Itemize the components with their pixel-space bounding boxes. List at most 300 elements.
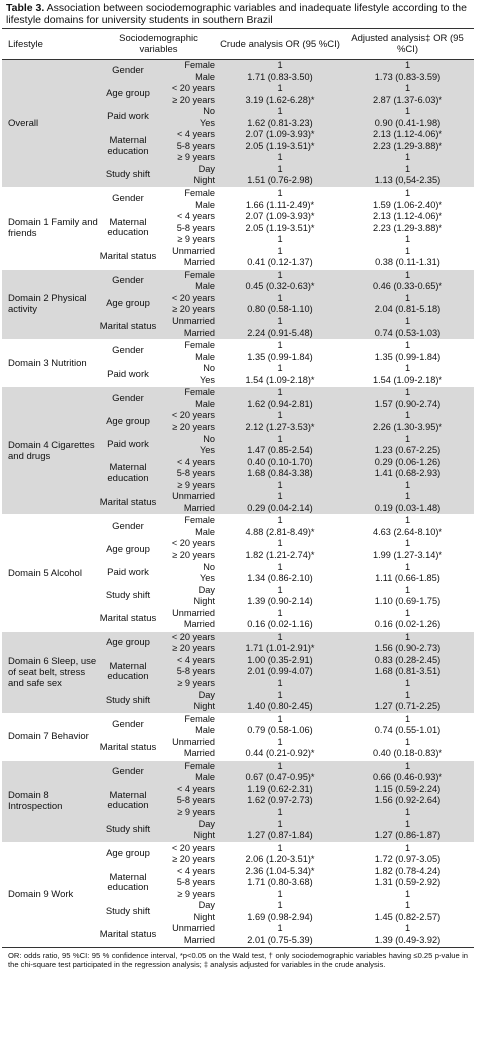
- category-cell: Unmarried: [172, 245, 215, 256]
- category-cell: Married: [158, 503, 219, 515]
- variable-label: Age group: [98, 293, 158, 316]
- adjusted-or-cell: 2.13 (1.12-4.06)*: [373, 211, 442, 222]
- category-cell: ≥ 9 years: [158, 678, 219, 690]
- variable-label: Marital status: [99, 251, 157, 263]
- crude-or-cell: 1: [219, 819, 341, 831]
- category-cell: ≥ 20 years: [158, 422, 219, 434]
- category-cell: Male: [158, 72, 219, 84]
- table-header: [2, 29, 474, 60]
- crude-or-cell: 1.54 (1.09-2.18)*: [245, 374, 315, 385]
- adjusted-or-cell: 1.35 (0.99-1.84): [374, 351, 441, 362]
- crude-or-cell: 1: [219, 807, 341, 819]
- variable-label: Gender: [98, 515, 158, 539]
- adjusted-or-cell: 1.82 (0.78-4.24): [374, 865, 441, 876]
- crude-or-cell: 1: [219, 164, 341, 176]
- adjusted-or-cell: 1: [404, 245, 411, 256]
- adjusted-or-cell: 0.90 (0.41-1.98): [341, 118, 474, 130]
- variable-label: Maternal education: [98, 457, 158, 492]
- crude-or-cell: 4.88 (2.81-8.49)*: [245, 526, 315, 537]
- adjusted-or-cell: 1: [341, 515, 474, 527]
- caption-text: Association between sociodemographic variables and inadequate lifestyle according to the lifestyle domains for university students in southern Brazil: [6, 2, 467, 26]
- crude-or-cell: 2.07 (1.09-3.93)*: [245, 211, 315, 222]
- category-cell: 5-8 years: [158, 666, 219, 678]
- crude-or-cell: 1.19 (0.62-2.31): [219, 784, 341, 796]
- crude-or-cell: 2.01 (0.99-4.07): [219, 666, 341, 678]
- adjusted-or-cell: 1: [404, 234, 411, 245]
- adjusted-or-cell: 1: [341, 819, 474, 831]
- crude-or-cell: 1: [219, 842, 341, 854]
- crude-or-cell: 0.29 (0.04-2.14): [219, 503, 341, 515]
- adjusted-or-cell: 1: [341, 106, 474, 118]
- crude-or-cell: 1.27 (0.87-1.84): [219, 830, 341, 842]
- crude-or-cell: 1: [219, 60, 341, 72]
- variable-label: Paid work: [107, 368, 149, 380]
- adjusted-or-cell: 0.74 (0.53-1.03): [341, 328, 474, 340]
- domain-label: Domain 5 Alcohol: [2, 515, 98, 631]
- table-row: [2, 760, 474, 772]
- category-cell: Male: [195, 199, 215, 210]
- variable-label: Age group: [98, 631, 158, 655]
- adjusted-or-cell: 1: [404, 888, 411, 899]
- crude-or-cell: 1.34 (0.86-2.10): [247, 573, 313, 584]
- caption-label: Table 3.: [6, 2, 45, 14]
- crude-or-cell: 1.62 (0.97-2.73): [219, 795, 341, 807]
- variable-label: Study shift: [105, 589, 151, 601]
- category-cell: < 20 years: [158, 842, 219, 854]
- adjusted-or-cell: 2.23 (1.29-3.88)*: [341, 141, 474, 153]
- variable-label: Maternal education: [98, 784, 158, 819]
- variable-label: Study shift: [98, 819, 158, 843]
- variable-label: Maternal education: [98, 655, 158, 690]
- category-cell: < 4 years: [158, 457, 219, 469]
- crude-or-cell: 2.24 (0.91-5.48): [219, 328, 341, 340]
- adjusted-or-cell: 1.57 (0.90-2.74): [341, 399, 474, 411]
- adjusted-or-cell: 1: [404, 538, 411, 549]
- category-cell: Yes: [200, 573, 215, 584]
- variable-label: Marital status: [99, 613, 157, 624]
- crude-or-cell: 1: [277, 245, 283, 256]
- variable-label: Marital status: [99, 742, 157, 754]
- crude-or-cell: 1: [219, 387, 341, 399]
- crude-or-cell: 1: [219, 293, 341, 305]
- adjusted-or-cell: 1.72 (0.97-3.05): [374, 854, 441, 865]
- adjusted-or-cell: 1: [404, 900, 411, 911]
- category-cell: Married: [183, 257, 215, 268]
- variable-label: Marital status: [98, 491, 158, 515]
- variable-label: Marital status: [99, 928, 157, 940]
- crude-or-cell: 1: [277, 234, 283, 245]
- adjusted-or-cell: 1: [341, 678, 474, 690]
- adjusted-or-cell: 1.15 (0.59-2.24): [341, 784, 474, 796]
- crude-or-cell: 1: [219, 515, 341, 527]
- category-cell: < 20 years: [171, 538, 215, 549]
- adjusted-or-cell: 1: [404, 607, 411, 618]
- adjusted-or-cell: 1.41 (0.68-2.93): [341, 468, 474, 480]
- variable-label: Age group: [98, 842, 158, 866]
- category-cell: < 4 years: [176, 211, 215, 222]
- variable-label: Paid work: [98, 434, 158, 457]
- adjusted-or-cell: 0.29 (0.06-1.26): [341, 457, 474, 469]
- adjusted-or-cell: 0.40 (0.18-0.83)*: [373, 748, 442, 759]
- variable-label: Gender: [98, 188, 158, 212]
- adjusted-or-cell: 1: [341, 152, 474, 164]
- header-crude: Crude analysis OR (95 %CI): [219, 29, 341, 60]
- adjusted-or-cell: 2.13 (1.12-4.06)*: [341, 129, 474, 141]
- category-cell: Night: [158, 701, 219, 713]
- variable-label: Study shift: [98, 690, 158, 714]
- table-row: [2, 188, 474, 200]
- crude-or-cell: 1.66 (1.11-2.49)*: [245, 199, 315, 210]
- crude-or-cell: 1.39 (0.90-2.14): [247, 596, 313, 607]
- crude-or-cell: 0.45 (0.32-0.63)*: [219, 281, 341, 293]
- adjusted-or-cell: 1.10 (0.69-1.75): [374, 596, 441, 607]
- adjusted-or-cell: 1: [341, 340, 474, 352]
- domain-block: [2, 842, 474, 946]
- adjusted-or-cell: 1.56 (0.90-2.73): [341, 643, 474, 655]
- crude-or-cell: 1: [219, 316, 341, 328]
- category-cell: < 20 years: [158, 83, 219, 95]
- table-row: [2, 515, 474, 527]
- crude-or-cell: 1.51 (0.76-2.98): [219, 175, 341, 187]
- crude-or-cell: 0.40 (0.10-1.70): [219, 457, 341, 469]
- table-row: [2, 842, 474, 854]
- domain-block: [2, 713, 474, 760]
- crude-or-cell: 1.69 (0.98-2.94): [247, 911, 313, 922]
- category-cell: No: [203, 561, 215, 572]
- variable-label: Gender: [98, 60, 158, 84]
- adjusted-or-cell: 1: [341, 690, 474, 702]
- table-row: [2, 387, 474, 399]
- category-cell: Female: [158, 387, 219, 399]
- adjusted-or-cell: 2.26 (1.30-3.95)*: [341, 422, 474, 434]
- crude-or-cell: 1.62 (0.94-2.81): [219, 399, 341, 411]
- crude-or-cell: 2.07 (1.09-3.93)*: [219, 129, 341, 141]
- variable-label: Gender: [98, 269, 158, 293]
- category-cell: Night: [193, 596, 215, 607]
- crude-or-cell: 1: [219, 152, 341, 164]
- header-lifestyle: Lifestyle: [2, 29, 98, 60]
- crude-or-cell: 1: [219, 760, 341, 772]
- variable-label: Age group: [106, 543, 150, 555]
- variable-label: Age group: [98, 410, 158, 433]
- results-table: [2, 28, 474, 947]
- adjusted-or-cell: 1.45 (0.82-2.57): [374, 911, 441, 922]
- variable-label: Marital status: [98, 316, 158, 340]
- category-cell: < 20 years: [158, 410, 219, 422]
- category-cell: < 4 years: [158, 655, 219, 667]
- adjusted-or-cell: 0.19 (0.03-1.48): [341, 503, 474, 515]
- crude-or-cell: 2.01 (0.75-5.39): [247, 935, 313, 946]
- variable-label: Age group: [98, 83, 158, 106]
- header-adjusted: Adjusted analysis‡ OR (95 %CI): [341, 29, 474, 60]
- table-footnote: OR: odds ratio, 95 %CI: 95 % confidence interval, *p<0.05 on the Wald test, † only sociodemographic variables having ≤0.25 p-value in the chi-square test participated in the regression analysis; ‡ analysis adjusted for variables in the crude analysis.: [2, 947, 474, 970]
- crude-or-cell: 1: [277, 900, 283, 911]
- domain-block: [2, 515, 474, 631]
- crude-or-cell: 1.82 (1.21-2.74)*: [245, 549, 315, 560]
- category-cell: ≥ 20 years: [172, 549, 215, 560]
- adjusted-or-cell: 1: [341, 491, 474, 503]
- category-cell: ≥ 20 years: [158, 643, 219, 655]
- crude-or-cell: 2.05 (1.19-3.51)*: [245, 222, 315, 233]
- category-cell: Male: [195, 351, 215, 362]
- adjusted-or-cell: 1.59 (1.06-2.40)*: [373, 199, 442, 210]
- table-row: [2, 269, 474, 281]
- adjusted-or-cell: 1: [341, 807, 474, 819]
- category-cell: Male: [195, 725, 215, 736]
- adjusted-or-cell: 1: [404, 584, 411, 595]
- crude-or-cell: 2.12 (1.27-3.53)*: [219, 422, 341, 434]
- adjusted-or-cell: 1: [341, 316, 474, 328]
- category-cell: ≥ 9 years: [158, 807, 219, 819]
- adjusted-or-cell: 1.39 (0.49-3.92): [374, 935, 441, 946]
- crude-or-cell: 1: [219, 631, 341, 643]
- table-row: [2, 713, 474, 725]
- domain-label: Domain 2 Physical activity: [2, 269, 98, 339]
- adjusted-or-cell: 1: [341, 387, 474, 399]
- adjusted-or-cell: 1: [341, 713, 474, 725]
- category-cell: Yes: [200, 374, 215, 385]
- crude-or-cell: 2.06 (1.20-3.51)*: [245, 854, 315, 865]
- crude-or-cell: 1: [219, 340, 341, 352]
- category-cell: Day: [198, 584, 215, 595]
- crude-or-cell: 0.79 (0.58-1.06): [247, 725, 313, 736]
- adjusted-or-cell: 1: [404, 923, 411, 934]
- category-cell: Night: [158, 175, 219, 187]
- crude-or-cell: 2.36 (1.04-5.34)*: [245, 865, 315, 876]
- crude-or-cell: 0.80 (0.58-1.10): [219, 304, 341, 316]
- domain-label: Overall: [2, 60, 98, 188]
- category-cell: < 4 years: [158, 129, 219, 141]
- variable-label: Maternal education: [98, 129, 158, 164]
- variable-label: Gender: [98, 340, 158, 364]
- adjusted-or-cell: 1: [341, 188, 474, 200]
- category-cell: ≥ 20 years: [158, 304, 219, 316]
- crude-or-cell: 1: [219, 83, 341, 95]
- domain-label: Domain 1 Family and friends: [2, 188, 98, 270]
- variable-label: Gender: [98, 387, 158, 411]
- crude-or-cell: 1: [219, 410, 341, 422]
- variable-label: Maternal education: [107, 871, 149, 894]
- header-sociodemographic: Sociodemographic variables: [98, 29, 219, 60]
- crude-or-cell: 1.68 (0.84-3.38): [219, 468, 341, 480]
- category-cell: < 4 years: [158, 784, 219, 796]
- crude-or-cell: 1.71 (1.01-2.91)*: [219, 643, 341, 655]
- category-cell: No: [158, 434, 219, 446]
- category-cell: < 20 years: [158, 293, 219, 305]
- variable-label: Maternal education: [107, 216, 149, 239]
- category-cell: Night: [158, 830, 219, 842]
- crude-or-cell: 1: [277, 363, 283, 374]
- crude-or-cell: 1: [277, 923, 283, 934]
- crude-or-cell: 0.16 (0.02-1.16): [247, 619, 313, 630]
- variable-label: Gender: [98, 713, 158, 737]
- adjusted-or-cell: 1.31 (0.59-2.92): [374, 877, 441, 888]
- domain-block: [2, 760, 474, 842]
- category-cell: < 4 years: [176, 865, 215, 876]
- adjusted-or-cell: 2.87 (1.37-6.03)*: [341, 95, 474, 107]
- crude-or-cell: 1: [219, 106, 341, 118]
- category-cell: < 20 years: [158, 631, 219, 643]
- category-cell: Unmarried: [172, 607, 215, 618]
- crude-or-cell: 1.62 (0.81-3.23): [219, 118, 341, 130]
- category-cell: Male: [158, 399, 219, 411]
- category-cell: Day: [158, 819, 219, 831]
- adjusted-or-cell: 1: [404, 363, 411, 374]
- adjusted-or-cell: 1: [341, 164, 474, 176]
- crude-or-cell: 2.05 (1.19-3.51)*: [219, 141, 341, 153]
- category-cell: Day: [158, 690, 219, 702]
- adjusted-or-cell: 1: [341, 434, 474, 446]
- adjusted-or-cell: 0.66 (0.46-0.93)*: [341, 772, 474, 784]
- domain-label: Domain 4 Cigarettes and drugs: [2, 387, 98, 515]
- crude-or-cell: 1: [277, 736, 283, 747]
- adjusted-or-cell: 0.83 (0.28-2.45): [341, 655, 474, 667]
- category-cell: 5-8 years: [158, 468, 219, 480]
- category-cell: Female: [158, 515, 219, 527]
- category-cell: Yes: [158, 118, 219, 130]
- adjusted-or-cell: 0.46 (0.33-0.65)*: [341, 281, 474, 293]
- category-cell: ≥ 9 years: [177, 888, 215, 899]
- crude-or-cell: 1: [277, 584, 283, 595]
- crude-or-cell: 1.71 (0.80-3.68): [247, 877, 313, 888]
- category-cell: ≥ 9 years: [158, 152, 219, 164]
- category-cell: ≥ 20 years: [172, 854, 215, 865]
- category-cell: Female: [158, 340, 219, 352]
- crude-or-cell: 1: [219, 690, 341, 702]
- category-cell: Male: [158, 772, 219, 784]
- adjusted-or-cell: 1.27 (0.71-2.25): [341, 701, 474, 713]
- category-cell: Female: [158, 60, 219, 72]
- category-cell: Female: [158, 269, 219, 281]
- adjusted-or-cell: 0.16 (0.02-1.26): [374, 619, 441, 630]
- category-cell: ≥ 9 years: [177, 234, 215, 245]
- category-cell: ≥ 20 years: [158, 95, 219, 107]
- adjusted-or-cell: 1.13 (0,54-2.35): [341, 175, 474, 187]
- domain-block: [2, 188, 474, 270]
- table-row: [2, 60, 474, 72]
- category-cell: Yes: [158, 445, 219, 457]
- adjusted-or-cell: 1: [404, 561, 411, 572]
- category-cell: 5-8 years: [158, 141, 219, 153]
- adjusted-or-cell: 2.04 (0.81-5.18): [341, 304, 474, 316]
- category-cell: 5-8 years: [176, 877, 215, 888]
- variable-label: Study shift: [105, 905, 151, 917]
- crude-or-cell: 3.19 (1.62-6.28)*: [219, 95, 341, 107]
- domain-block: [2, 387, 474, 515]
- adjusted-or-cell: 1: [341, 760, 474, 772]
- category-cell: Female: [158, 713, 219, 725]
- crude-or-cell: 0.41 (0.12-1.37): [247, 257, 313, 268]
- adjusted-or-cell: 1.23 (0.67-2.25): [341, 445, 474, 457]
- variable-label: Study shift: [98, 164, 158, 188]
- domain-block: [2, 631, 474, 713]
- domain-label: Domain 8 Introspection: [2, 760, 98, 842]
- adjusted-or-cell: 1: [341, 269, 474, 281]
- category-cell: Unmarried: [172, 736, 215, 747]
- crude-or-cell: 1: [219, 678, 341, 690]
- adjusted-or-cell: 1.11 (0.66-1.85): [375, 573, 440, 584]
- variable-label: Paid work: [107, 566, 149, 578]
- crude-or-cell: 1: [219, 480, 341, 492]
- crude-or-cell: 1: [219, 713, 341, 725]
- domain-label: Domain 3 Nutrition: [2, 340, 98, 387]
- table-row: [2, 631, 474, 643]
- category-cell: Day: [198, 900, 215, 911]
- crude-or-cell: 1: [219, 434, 341, 446]
- category-cell: ≥ 9 years: [158, 480, 219, 492]
- category-cell: Married: [183, 748, 215, 759]
- adjusted-or-cell: 1: [341, 410, 474, 422]
- adjusted-or-cell: 1: [341, 83, 474, 95]
- category-cell: Day: [158, 164, 219, 176]
- domain-label: Domain 6 Sleep, use of seat belt, stress and safe sex: [2, 631, 98, 713]
- variable-label: Gender: [98, 760, 158, 784]
- crude-or-cell: 1: [219, 269, 341, 281]
- category-cell: Female: [158, 188, 219, 200]
- adjusted-or-cell: 1.54 (1.09-2.18)*: [373, 374, 442, 385]
- category-cell: 5-8 years: [176, 222, 215, 233]
- category-cell: Married: [183, 935, 215, 946]
- category-cell: Unmarried: [158, 316, 219, 328]
- adjusted-or-cell: 1.73 (0.83-3.59): [341, 72, 474, 84]
- category-cell: Unmarried: [158, 491, 219, 503]
- adjusted-or-cell: 0.38 (0.11-1.31): [375, 257, 440, 268]
- category-cell: No: [203, 363, 215, 374]
- adjusted-or-cell: 1.68 (0.81-3.51): [341, 666, 474, 678]
- domain-block: [2, 60, 474, 188]
- crude-or-cell: 1.00 (0.35-2.91): [219, 655, 341, 667]
- category-cell: Female: [158, 760, 219, 772]
- crude-or-cell: 1: [219, 491, 341, 503]
- crude-or-cell: 1.35 (0.99-1.84): [247, 351, 313, 362]
- adjusted-or-cell: 1: [341, 60, 474, 72]
- adjusted-or-cell: 1: [341, 480, 474, 492]
- adjusted-or-cell: 1.56 (0.92-2.64): [341, 795, 474, 807]
- adjusted-or-cell: 1.27 (0.86-1.87): [341, 830, 474, 842]
- adjusted-or-cell: 1: [341, 631, 474, 643]
- adjusted-or-cell: 1: [341, 293, 474, 305]
- table-caption: [0, 0, 477, 28]
- crude-or-cell: 1: [277, 561, 283, 572]
- domain-block: [2, 269, 474, 339]
- category-cell: Unmarried: [172, 923, 215, 934]
- crude-or-cell: 0.67 (0.47-0.95)*: [219, 772, 341, 784]
- crude-or-cell: 1: [219, 188, 341, 200]
- crude-or-cell: 1: [277, 888, 283, 899]
- category-cell: Male: [195, 526, 215, 537]
- table-row: [2, 340, 474, 352]
- adjusted-or-cell: 2.23 (1.29-3.88)*: [373, 222, 442, 233]
- adjusted-or-cell: 1.99 (1.27-3.14)*: [373, 549, 442, 560]
- domain-block: [2, 340, 474, 387]
- adjusted-or-cell: 0.74 (0.55-1.01): [374, 725, 441, 736]
- crude-or-cell: 1: [277, 607, 283, 618]
- category-cell: 5-8 years: [158, 795, 219, 807]
- domain-label: Domain 7 Behavior: [2, 713, 98, 760]
- domain-label: Domain 9 Work: [2, 842, 98, 946]
- variable-label: Paid work: [98, 106, 158, 129]
- crude-or-cell: 1.40 (0.80-2.45): [219, 701, 341, 713]
- category-cell: Married: [183, 619, 215, 630]
- adjusted-or-cell: 1: [404, 736, 411, 747]
- category-cell: Married: [158, 328, 219, 340]
- category-cell: Night: [193, 911, 215, 922]
- crude-or-cell: 1: [277, 538, 283, 549]
- adjusted-or-cell: 1: [341, 842, 474, 854]
- adjusted-or-cell: 4.63 (2.64-8.10)*: [373, 526, 442, 537]
- crude-or-cell: 0.44 (0.21-0.92)*: [245, 748, 315, 759]
- category-cell: Male: [158, 281, 219, 293]
